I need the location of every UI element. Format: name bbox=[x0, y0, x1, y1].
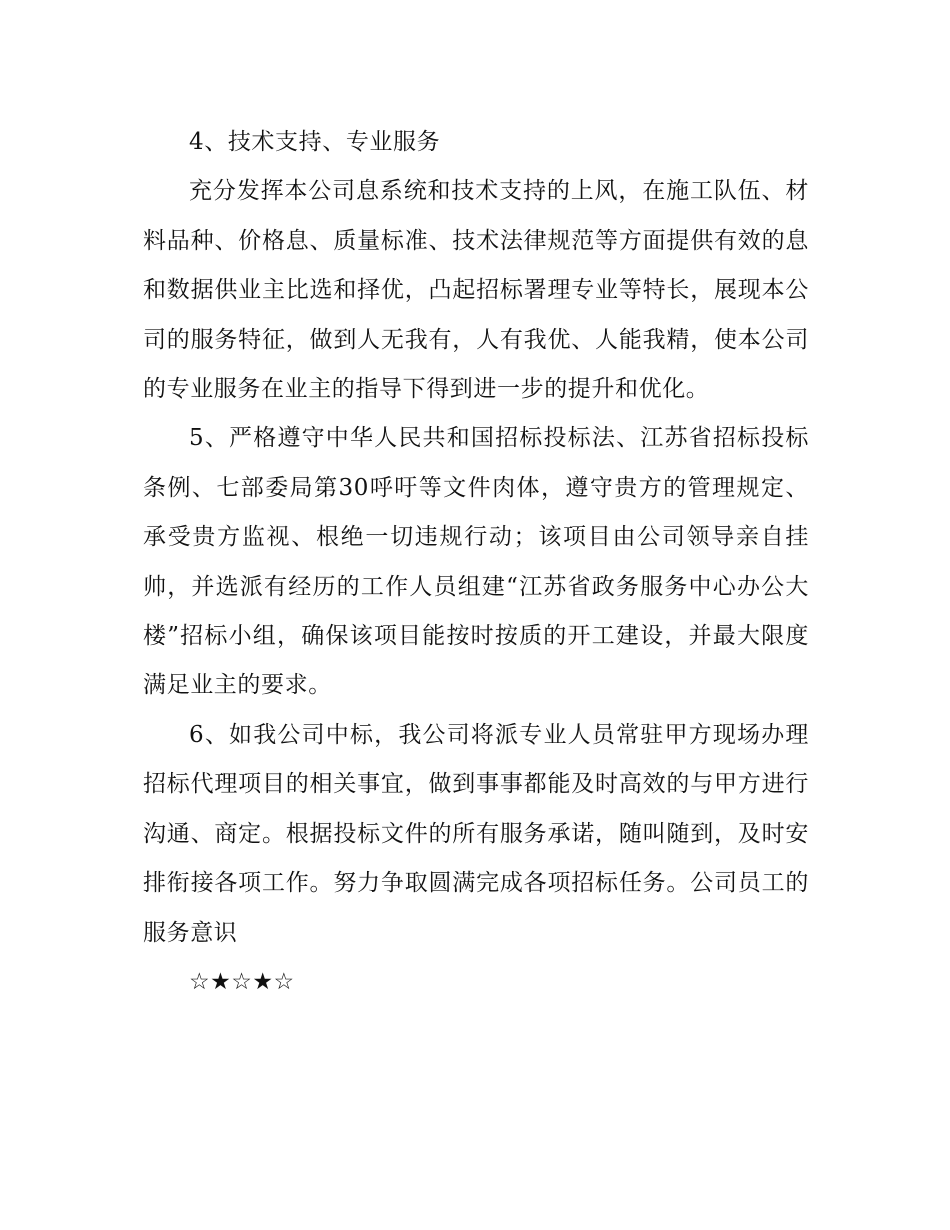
paragraph-6: 6、如我公司中标，我公司将派专业人员常驻甲方现场办理招标代理项目的相关事宜，做到事事都能及时高效的与甲方进行沟通、商定。根据投标文件的所有服务承诺，随叫随到，及时安排衔接各项工作。努力争取圆满完成各项招标任务。公司员工的服务意识 bbox=[143, 721, 809, 946]
star-divider: ☆★☆★☆ bbox=[189, 968, 295, 995]
paragraph-5: 5、严格遵守中华人民共和国招标投标法、江苏省招标投标条例、七部委局第30呼吁等文件肉体，遵守贵方的管理规定、承受贵方监视、根绝一切违规行动；该项目由公司领导亲自挂帅，并选派有经历的工作人员组建“江苏省政务服务中心办公大楼”招标小组，确保该项目能按时按质的开工建设，并最大限度满足业主的要求。 bbox=[143, 425, 809, 699]
paragraph-4: 充分发挥本公司息系统和技术支持的上风，在施工队伍、材料品种、价格息、质量标准、技术法律规范等方面提供有效的息和数据供业主比选和择优，凸起招标署理专业等特长，展现本公司的服务特征，做到人无我有，人有我优、人能我精，使本公司的专业服务在业主的指导下得到进一步的提升和优化。 bbox=[143, 178, 809, 403]
document-page bbox=[143, 118, 809, 1007]
section-heading-4: 4、技术支持、专业服务 bbox=[189, 129, 441, 155]
